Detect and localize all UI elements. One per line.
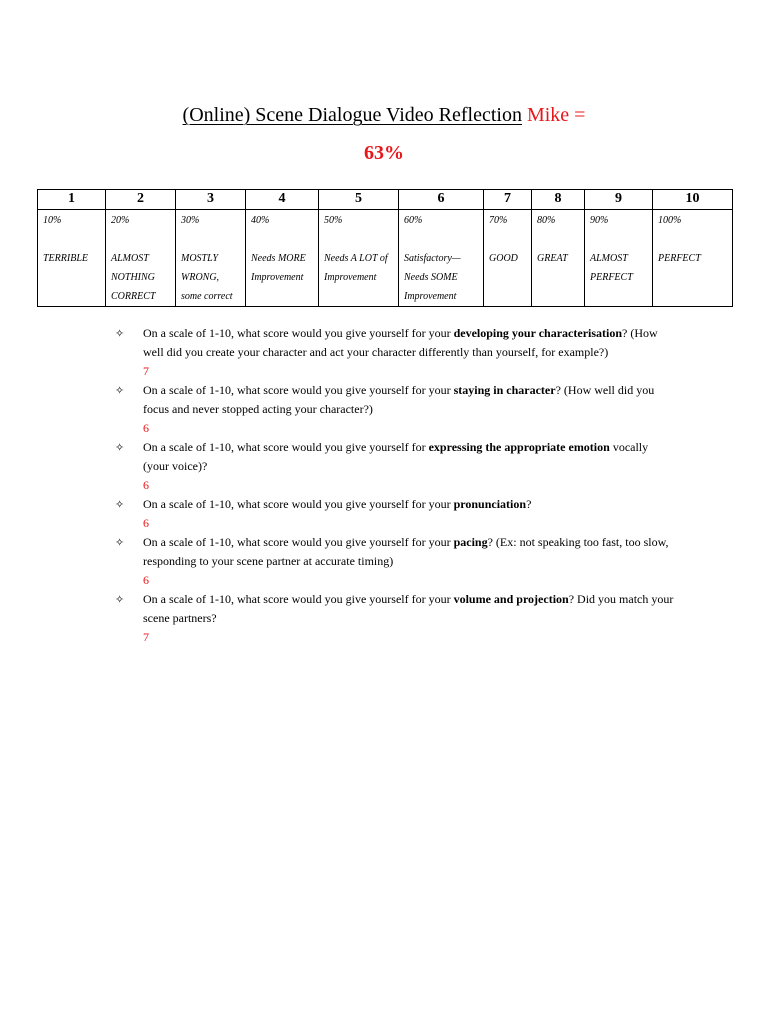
rubric-percent: 60%	[404, 215, 423, 226]
rubric-level: 4	[246, 190, 319, 210]
question-answer: 7	[143, 630, 149, 644]
question-text: On a scale of 1-10, what score would you give yourself for your pacing? (Ex: not speaking too fast, too slow, responding to your scene partner at accurate timing)	[143, 535, 669, 568]
rubric-cell	[176, 210, 246, 307]
rubric-label: Needs A LOT of Improvement	[324, 253, 388, 283]
rubric-level: 1	[38, 190, 106, 210]
question-topic: volume and projection	[453, 592, 569, 606]
student-name-label: Mike =	[526, 104, 586, 126]
rubric-cell	[246, 210, 319, 307]
rubric-cell	[653, 210, 733, 307]
rubric-percent: 80%	[537, 215, 556, 226]
rubric-percent: 90%	[590, 215, 609, 226]
rubric-label: MOSTLY WRONG, some correct	[181, 253, 233, 302]
rubric-label: ALMOST NOTHING CORRECT	[111, 253, 156, 302]
question-topic: staying in character	[453, 383, 556, 397]
list-item	[115, 495, 675, 533]
rubric-level: 7	[484, 190, 532, 210]
rubric-cell	[484, 210, 532, 307]
question-answer: 6	[143, 573, 149, 587]
rubric-cell	[532, 210, 585, 307]
rubric-percent: 10%	[43, 215, 62, 226]
rubric-percent: 70%	[489, 215, 508, 226]
list-item	[115, 590, 675, 647]
question-topic: pronunciation	[453, 497, 527, 511]
question-answer: 7	[143, 364, 149, 378]
rubric-label: ALMOST PERFECT	[590, 253, 633, 283]
question-answer: 6	[143, 478, 149, 492]
list-item	[115, 438, 675, 495]
rubric-header-row	[38, 190, 733, 210]
rubric-level: 9	[585, 190, 653, 210]
four-pointed-star-icon: ✧	[115, 384, 125, 397]
question-text: On a scale of 1-10, what score would you give yourself for expressing the appropriate emotion vocally (your voice)?	[143, 440, 649, 473]
rubric-table	[37, 189, 733, 307]
document-title: (Online) Scene Dialogue Video Reflection	[182, 104, 522, 126]
rubric-level: 10	[653, 190, 733, 210]
four-pointed-star-icon: ✧	[115, 593, 125, 606]
rubric-label: TERRIBLE	[43, 253, 88, 264]
question-text: On a scale of 1-10, what score would you give yourself for your developing your characterisation? (How well did you create your character and act your character differently than yourself, for example?)	[143, 326, 658, 359]
rubric-cell	[38, 210, 106, 307]
page-title	[0, 101, 768, 129]
question-answer: 6	[143, 516, 149, 530]
question-answer: 6	[143, 421, 149, 435]
overall-score: 63%	[364, 142, 404, 164]
rubric-level: 5	[319, 190, 399, 210]
rubric-percent: 40%	[251, 215, 270, 226]
four-pointed-star-icon: ✧	[115, 327, 125, 340]
question-text: On a scale of 1-10, what score would you give yourself for your staying in character? (How well did you focus and never stopped acting your character?)	[143, 383, 655, 416]
four-pointed-star-icon: ✧	[115, 536, 125, 549]
rubric-level: 6	[399, 190, 484, 210]
four-pointed-star-icon: ✧	[115, 441, 125, 454]
rubric-cell	[585, 210, 653, 307]
reflection-question-list	[115, 324, 675, 647]
question-text: On a scale of 1-10, what score would you give yourself for your volume and projection? Did you match your scene partners?	[143, 592, 674, 625]
rubric-cell	[319, 210, 399, 307]
question-topic: expressing the appropriate emotion	[428, 440, 610, 454]
rubric-label: PERFECT	[658, 253, 701, 264]
rubric-level: 8	[532, 190, 585, 210]
rubric-cell	[399, 210, 484, 307]
four-pointed-star-icon: ✧	[115, 498, 125, 511]
rubric-level: 3	[176, 190, 246, 210]
rubric-percent: 20%	[111, 215, 130, 226]
rubric-label: Satisfactory—Needs SOME Improvement	[404, 253, 461, 302]
list-item	[115, 533, 675, 590]
rubric-description-row	[38, 210, 733, 307]
question-topic: developing your characterisation	[453, 326, 623, 340]
rubric-percent: 30%	[181, 215, 200, 226]
rubric-percent: 50%	[324, 215, 343, 226]
list-item	[115, 381, 675, 438]
question-text: On a scale of 1-10, what score would you give yourself for your pronunciation?	[143, 497, 532, 511]
rubric-label: GOOD	[489, 253, 518, 264]
rubric-level: 2	[106, 190, 176, 210]
rubric-label: Needs MORE Improvement	[251, 253, 306, 283]
rubric-percent: 100%	[658, 215, 682, 226]
rubric-cell	[106, 210, 176, 307]
list-item	[115, 324, 675, 381]
rubric-label: GREAT	[537, 253, 568, 264]
question-topic: pacing	[453, 535, 488, 549]
